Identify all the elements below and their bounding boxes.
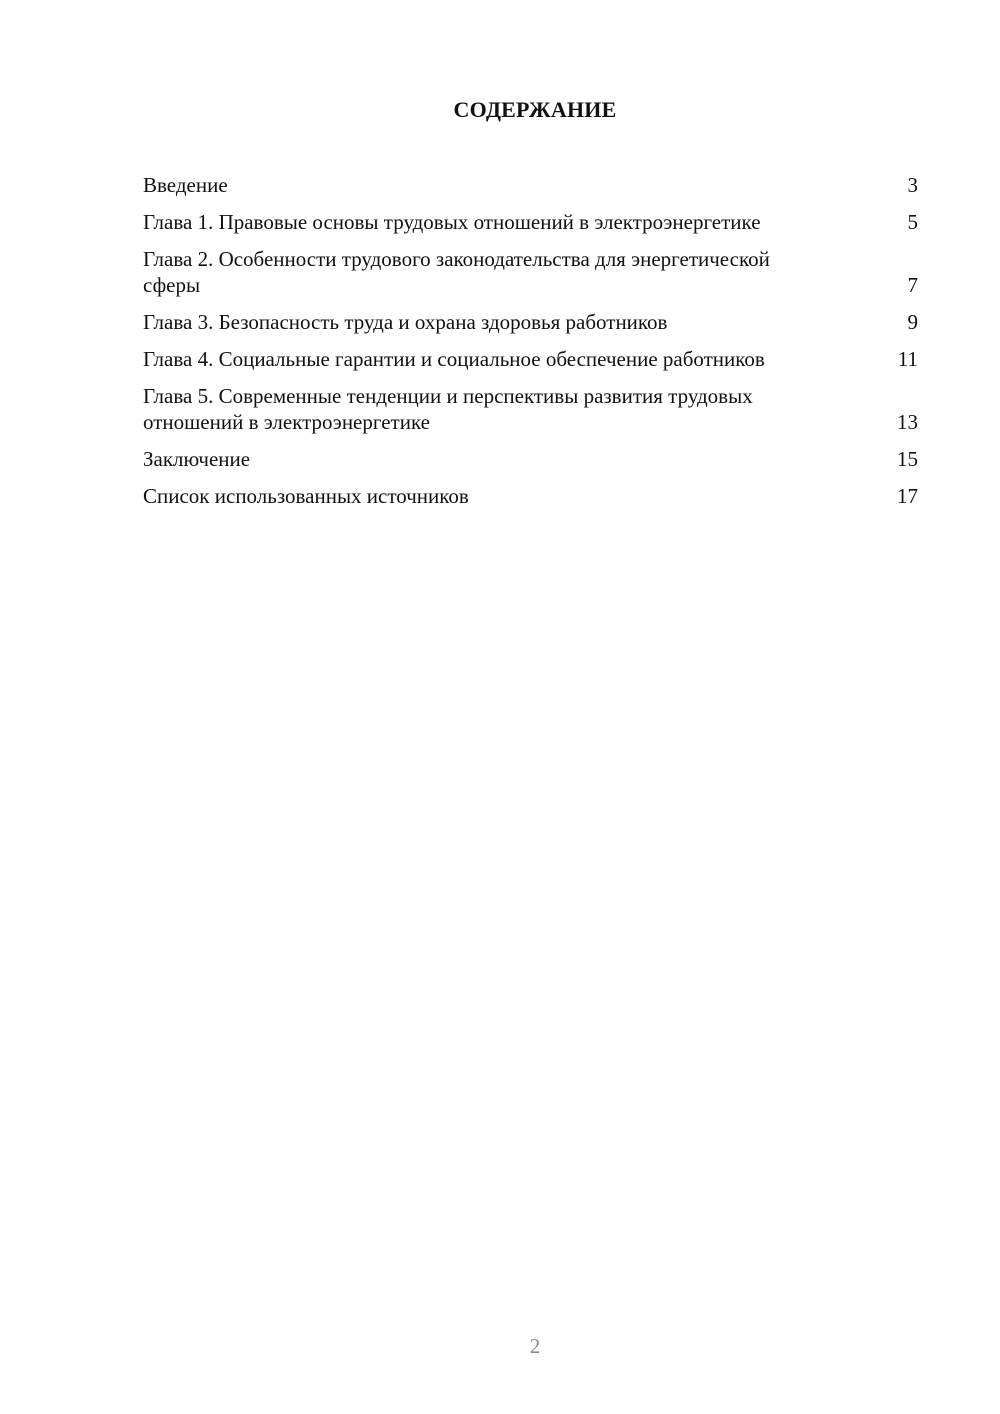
toc-entry-references <box>143 483 918 509</box>
toc-entry-page: 15 <box>897 447 918 471</box>
toc-entry-text: Заключение <box>143 447 251 471</box>
toc-entry-text: Глава 3. Безопасность труда и охрана здоровья работников <box>143 310 668 334</box>
toc-entry-chapter-4 <box>143 346 918 372</box>
toc-entry-page: 11 <box>897 347 918 371</box>
toc-entry-text: Глава 1. Правовые основы трудовых отношений в электроэнергетике <box>143 210 761 234</box>
toc-entry-page: 7 <box>907 273 918 297</box>
toc-entry-page: 3 <box>907 173 918 197</box>
toc-title: СОДЕРЖАНИЕ <box>453 97 617 122</box>
toc-entry-text: Глава 5. Современные тенденции и перспективы развития трудовых отношений в электроэнергетике <box>143 384 753 434</box>
table-of-contents <box>143 172 918 520</box>
page-number: 2 <box>529 1334 541 1358</box>
toc-entry-chapter-1 <box>143 209 918 235</box>
toc-entry-conclusion <box>143 446 918 472</box>
toc-entry-page: 13 <box>897 410 918 434</box>
toc-entry-text: Введение <box>143 173 228 197</box>
toc-entry-chapter-2 <box>143 246 918 298</box>
toc-entry-introduction <box>143 172 918 198</box>
toc-entry-page: 17 <box>897 484 918 508</box>
toc-entry-page: 9 <box>907 310 918 334</box>
toc-entry-chapter-5 <box>143 383 918 435</box>
toc-entry-text: Глава 2. Особенности трудового законодательства для энергетической сферы <box>143 247 770 297</box>
toc-entry-text: Глава 4. Социальные гарантии и социальное обеспечение работников <box>143 347 765 371</box>
toc-entry-text: Список использованных источников <box>143 484 469 508</box>
toc-entry-page: 5 <box>907 210 918 234</box>
toc-entry-chapter-3 <box>143 309 918 335</box>
